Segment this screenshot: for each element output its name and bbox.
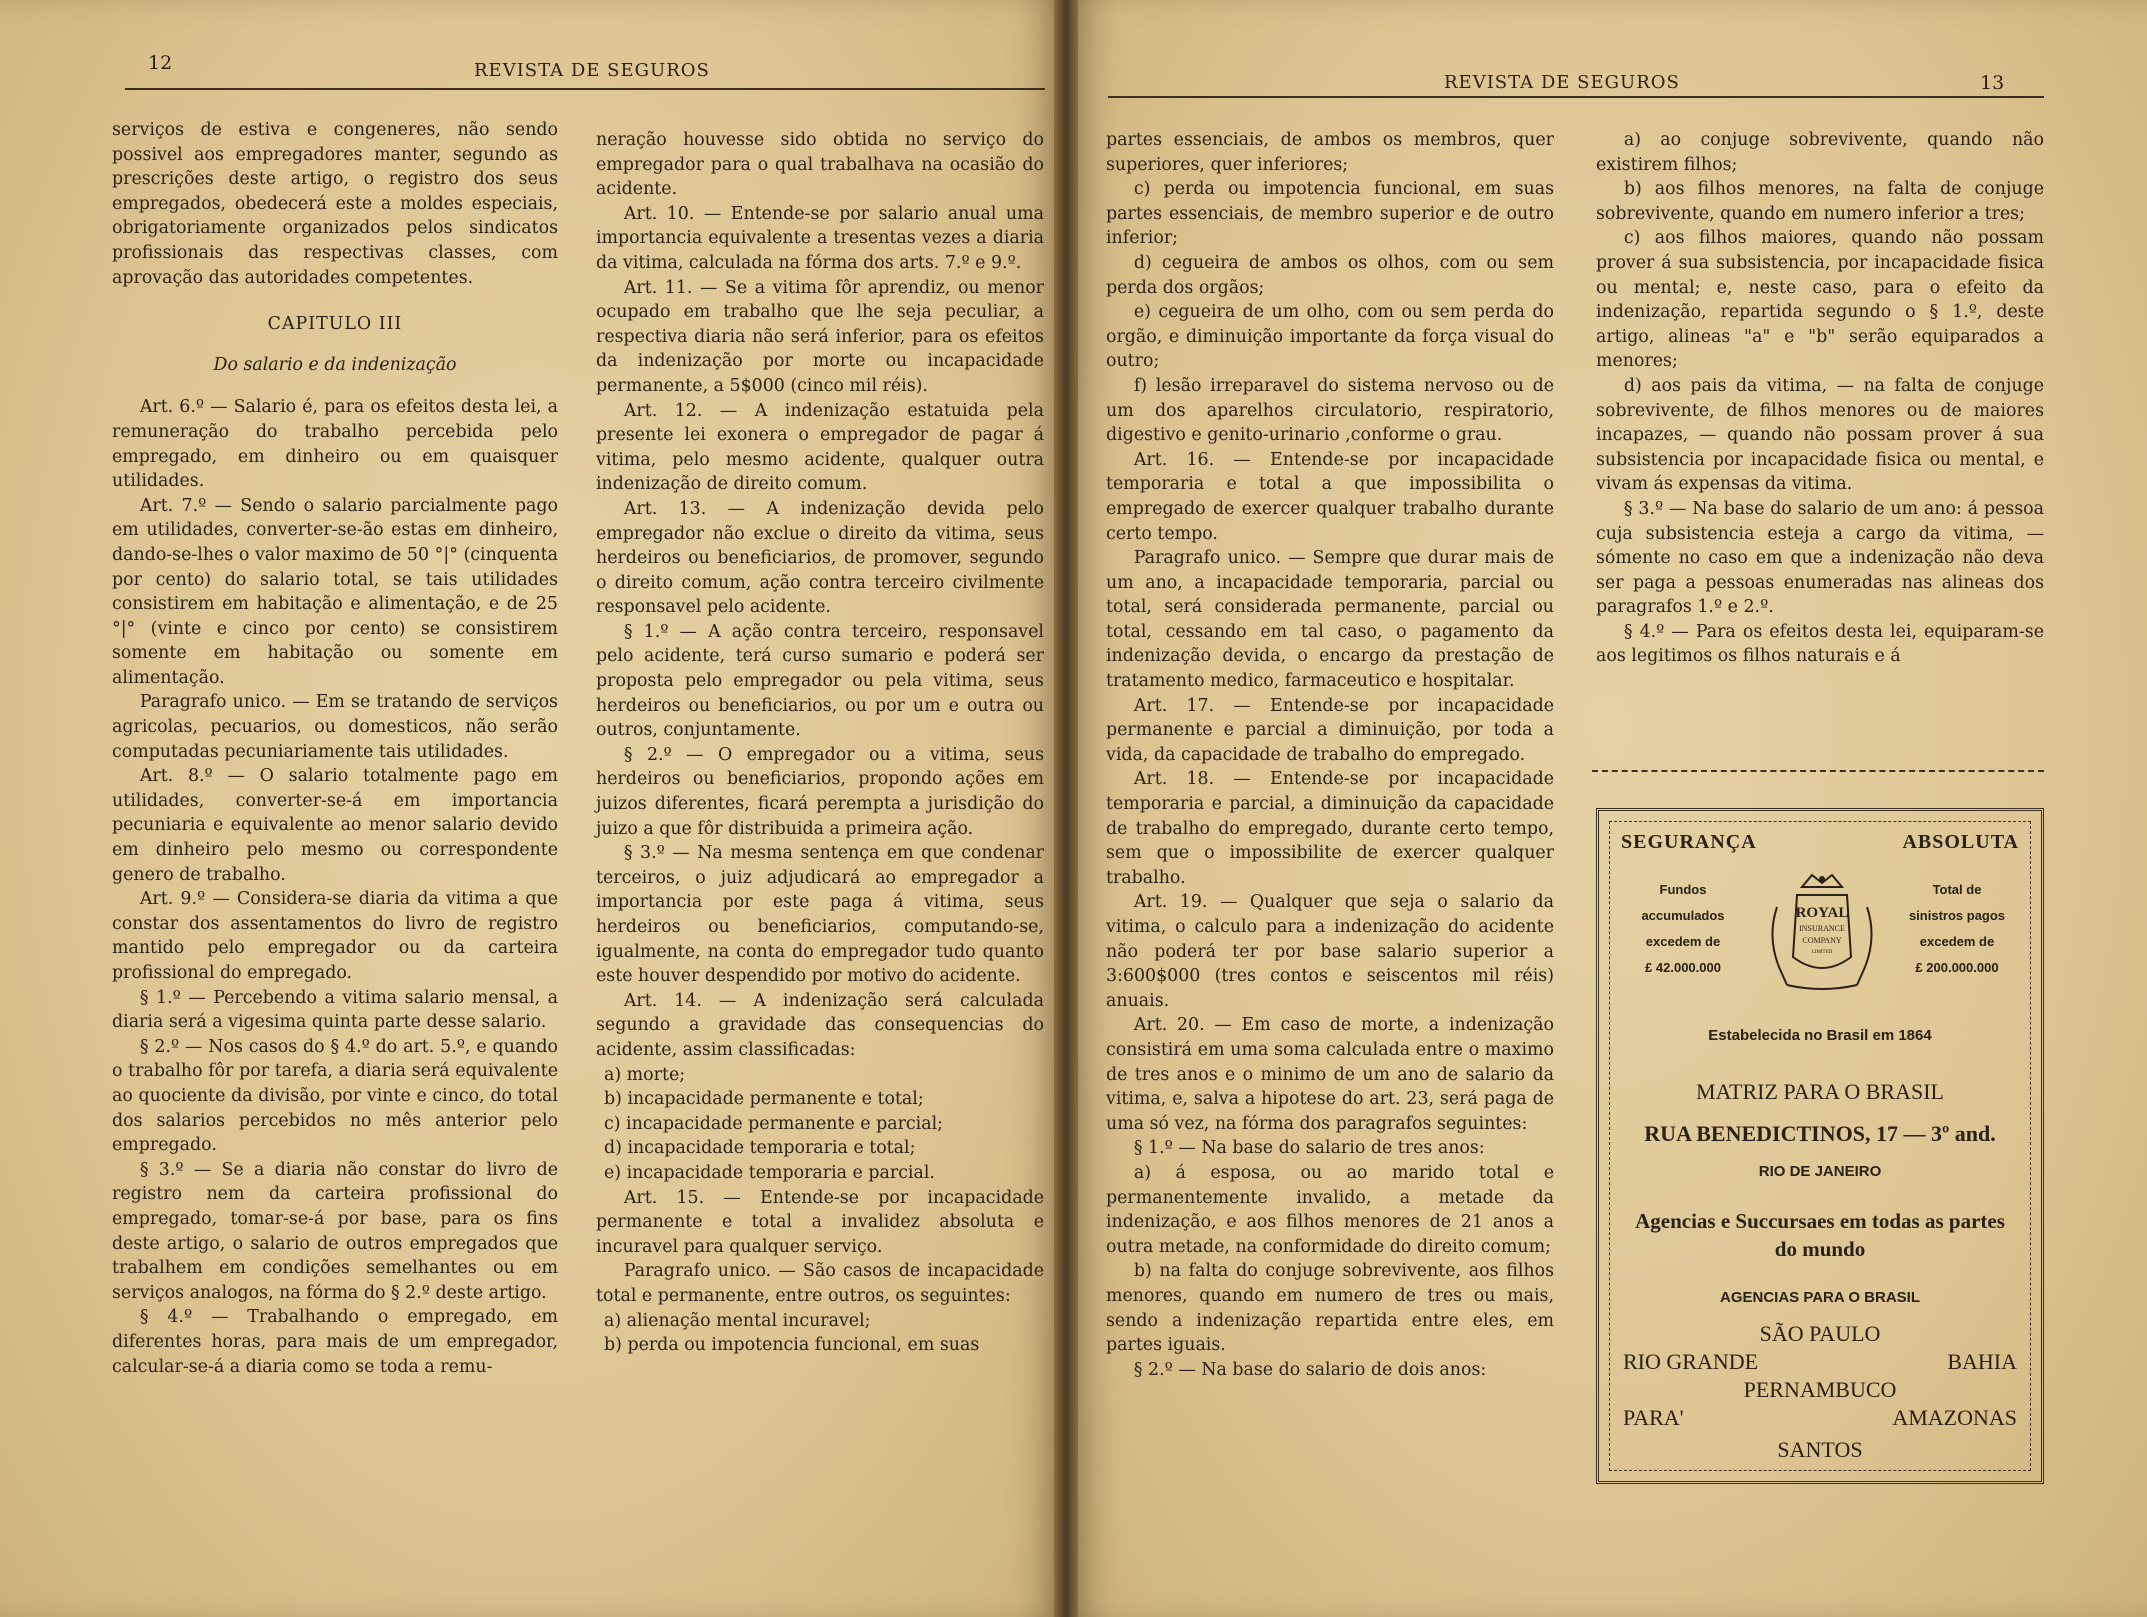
paragraph: f) lesão irreparavel do sistema nervoso ou de um dos aparelhos circulatorio, respiratorio, digestivo e genito-urinario ,conforme o grau.	[1106, 375, 1554, 446]
emblem-text: LIMITED	[1811, 950, 1833, 955]
list-item: b) perda ou impotencia funcional, em suas	[604, 1335, 980, 1356]
paragraph: § 4.º — Trabalhando o empregado, em diferentes horas, para mais de um empregador, calcular-se-á a diaria como se toda a remu-	[112, 1307, 558, 1377]
paragraph: § 3.º — Se a diaria não constar do livro de registro nem da carteira profissional do empregado, tomar-se-á por base, para os fins deste artigo, o salario de outros empregados que trabalhem em condições semelhantes ou em serviços analogos, na fórma do § 2.º deste artigo.	[112, 1159, 558, 1303]
paragraph: neração houvesse sido obtida no serviço do empregador para o qual trabalhava na ocasião do acidente.	[596, 130, 1044, 200]
ad-city: RIO DE JANEIRO	[1758, 1163, 1882, 1180]
emblem-text: INSURANCE	[1799, 924, 1845, 933]
ad-address: RUA BENEDICTINOS, 17 — 3º and.	[1644, 1121, 1996, 1146]
paragraph: e) cegueira de um olho, com ou sem perda do orgão, e diminuição importante da força visual do outro;	[1106, 302, 1554, 372]
paragraph: § 2.º — Na base do salario de dois anos:	[1133, 1359, 1487, 1380]
book-gutter	[1054, 0, 1078, 1617]
paragraph: Art. 14. — A indenização será calculada segundo a gravidade das consequencias do acidente, assim classificadas:	[596, 990, 1044, 1060]
ad-right-line: £ 200.000.000	[1915, 960, 1999, 975]
ad-city-item: RIO GRANDE	[1623, 1349, 1759, 1374]
emblem-text: COMPANY	[1802, 936, 1842, 945]
ad-agencies-header: AGENCIAS PARA O BRASIL	[1719, 1289, 1920, 1306]
header-rule-left	[125, 88, 1045, 90]
ad-left-line: excedem de	[1645, 934, 1721, 949]
left-column-1	[112, 118, 558, 1379]
paragraph: Art. 19. — Qualquer que seja o salario da vitima, o calculo para a indenização do acidente não poderá ter por base salario superior a 3:600$000 (tres contos e seiscentos mil réis) anuais.	[1106, 892, 1554, 1011]
right-column-1	[1106, 128, 1554, 1382]
paragraph: § 1.º — A ação contra terceiro, responsavel pelo acidente, terá curso sumario e poderá ser proposta pelo empregador ou pela vitima, seus herdeiros ou beneficiarios, ou por um e outra ou outros, conjuntamente.	[596, 621, 1044, 741]
column-separator	[1592, 770, 2044, 772]
paragraph: b) na falta do conjuge sobrevivente, aos filhos menores, quando em numero de tres ou mais, sendo a indenização repartida entre eles, em partes iguais.	[1106, 1261, 1554, 1356]
header-rule-right	[1108, 96, 2044, 98]
paragraph: Art. 18. — Entende-se por incapacidade temporaria e parcial, a diminuição da capacidade de trabalho do empregado, durante certo tempo, sem que o impossibilite de exercer qualquer trabalho.	[1106, 769, 1554, 888]
emblem-text: ROYAL	[1795, 905, 1849, 921]
ad-left-line: Fundos	[1659, 882, 1707, 897]
ad-right-stats	[1887, 877, 2027, 981]
left-column-2	[596, 128, 1044, 1358]
paragraph: c) perda ou impotencia funcional, em suas partes essenciais, de membro superior e de outro inferior;	[1106, 179, 1554, 249]
paragraph: a) ao conjuge sobrevivente, quando não existirem filhos;	[1596, 130, 2044, 175]
paragraph: Art. 6.º — Salario é, para os efeitos desta lei, a remuneração do trabalho percebida pelo empregado, em dinheiro ou em quaisquer utilidades.	[112, 397, 558, 492]
chapter-subtitle: Do salario e da indenização	[213, 354, 457, 375]
ad-left-line: accumulados	[1641, 908, 1725, 923]
page-number-left: 12	[148, 52, 173, 74]
paragraph: Art. 12. — A indenização estatuida pela presente lei exonera o empregador de pagar á vitima, pelo mesmo acidente, qualquer outra indenização de direito comum.	[596, 400, 1044, 495]
paragraph: Art. 11. — Se a vitima fôr aprendiz, ou menor ocupado em trabalho que lhe seja peculiar, a respectiva diaria não será inferior, para os efeitos da indenização por morte ou incapacidade permanente, a 5$000 (cinco mil réis).	[596, 277, 1044, 396]
ad-right-line: excedem de	[1919, 934, 1995, 949]
ad-title-right: ABSOLUTA	[1902, 831, 2019, 853]
ad-established: Estabelecida no Brasil em 1864	[1708, 1027, 1932, 1044]
paragraph: § 2.º — Nos casos do § 4.º do art. 5.º, e quando o trabalho fôr por tarefa, a diaria será equivalente ao quociente da divisão, por vinte e cinco, do total dos salarios percebidos no mês anterior pelo empregado.	[112, 1036, 558, 1156]
paragraph: § 3.º — Na mesma sentença em que condenar terceiros, o juiz adjudicará ao empregador a importancia por este paga á vitima, seus herdeiros ou beneficiarios, computando-se, igualmente, na conta do empregador tudo quanto este houver despendido por motivo do acidente.	[596, 843, 1044, 987]
ad-title-left: SEGURANÇA	[1621, 831, 1757, 853]
list-item: e) incapacidade temporaria e parcial.	[604, 1162, 935, 1183]
paragraph: Paragrafo unico. — Em se tratando de serviços agricolas, pecuarios, ou domesticos, não serão computadas pecuniariamente tais utilidades.	[112, 692, 558, 762]
paragraph: Art. 9.º — Considera-se diaria da vitima a que constar dos assentamentos do livro de registro mantido pelo empregador ou da carteira profissional do empregado.	[112, 889, 558, 983]
paragraph: serviços de estiva e congeneres, não sendo possivel aos empregadores manter, segundo as prescrições deste artigo, o registro dos seus empregados, obedecerá este a moldes especiais, obrigatoriamente organizados pelos sindicatos profissionais das respectivas classes, com aprovação das autoridades competentes.	[112, 120, 558, 288]
list-item: a) alienação mental incuravel;	[604, 1310, 871, 1331]
ad-right-line: sinistros pagos	[1908, 908, 2006, 923]
paragraph: Paragrafo unico. — São casos de incapacidade total e permanente, entre outros, os seguintes:	[596, 1261, 1044, 1306]
paragraph: b) aos filhos menores, na falta de conjuge sobrevivente, quando em numero inferior a tres;	[1596, 179, 2044, 224]
ad-city-item: PARA'	[1623, 1405, 1684, 1430]
paragraph: § 2.º — O empregador ou a vitima, seus herdeiros ou beneficiarios, propondo ações em juizos diferentes, ficará perempta a jurisdição do juizo a que fôr distribuida a primeira ação.	[596, 744, 1044, 839]
paragraph: Art. 15. — Entende-se por incapacidade permanente e total a invalidez absoluta e incuravel para qualquer serviço.	[596, 1187, 1044, 1257]
ad-right-line: Total de	[1932, 882, 1982, 897]
ad-left-line: £ 42.000.000	[1645, 960, 1721, 975]
paragraph: § 1.º — Na base do salario de tres anos:	[1133, 1138, 1485, 1159]
ad-city-item: AMAZONAS	[1892, 1405, 2017, 1430]
paragraph: Paragrafo unico. — Sempre que durar mais de um ano, a incapacidade temporaria, parcial ou total, será considerada permanente, parcial ou total, cessando em tal caso, o pagamento da indenização devida, o encargo da prestação de tratamento medico, farmaceutico e hospitalar.	[1106, 548, 1554, 692]
running-head-right: REVISTA DE SEGUROS	[1444, 72, 1680, 93]
ad-city-item: SANTOS	[1777, 1437, 1863, 1462]
paragraph: partes essenciais, de ambos os membros, quer superiores, quer inferiores;	[1106, 130, 1554, 175]
paragraph: Art. 8.º — O salario totalmente pago em utilidades, converter-se-á em importancia pecuniaria e equivalente ao menor salario devido em dinheiro pelo mesmo ou correspondente genero de trabalho.	[112, 766, 558, 885]
paragraph: Art. 10. — Entende-se por salario anual uma importancia equivalente a tresentas vezes a diaria da vitima, calculada na fórma dos arts. 7.º e 9.º.	[596, 203, 1044, 273]
paragraph: § 1.º — Percebendo a vitima salario mensal, a diaria será a vigesima quinta parte desse salario.	[112, 987, 558, 1033]
paragraph: § 4.º — Para os efeitos desta lei, equiparam-se aos legitimos os filhos naturais e á	[1596, 621, 2044, 667]
paragraph: Art. 13. — A indenização devida pelo empregador não exclue o direito da vitima, seus herdeiros ou beneficiarios, de promover, segundo o direito comum, ação contra terceiro civilmente responsavel pelo acidente.	[596, 498, 1044, 618]
ad-headquarters: MATRIZ PARA O BRASIL	[1696, 1079, 1944, 1104]
paragraph: Art. 7.º — Sendo o salario parcialmente pago em utilidades, converter-se-ão estas em dinheiro, dando-se-lhes o valor maximo de 50 °|° (cinquenta por cento) do salario total, se tais utilidades consistirem em habitação e alimentação, e de 25 °|° (vinte e cinco por cento) se consistirem somente em habitação ou somente em alimentação.	[112, 495, 558, 688]
paragraph: Art. 20. — Em caso de morte, a indenização consistirá em uma soma calculada entre o maximo de tres anos e o minimo de um ano de salario da vitima, e, salva a hipotese do art. 23, será paga de uma só vez, na fórma dos paragrafos seguintes:	[1106, 1015, 1554, 1134]
ad-city-item: BAHIA	[1947, 1349, 2017, 1374]
royal-insurance-emblem-icon	[1757, 867, 1887, 997]
ad-agencies-text: Agencias e Succursaes em todas as partes do mundo	[1635, 1209, 2005, 1261]
ad-city-item: PERNAMBUCO	[1743, 1377, 1897, 1402]
list-item: b) incapacidade permanente e total;	[604, 1089, 924, 1110]
page-number-right: 13	[1980, 72, 2005, 94]
paragraph: c) aos filhos maiores, quando não possam prover á sua subsistencia, por incapacidade fisica ou mental; e, neste caso, para o efeito da indenização, repartida segundo o § 1.º, deste artigo, alineas "a" e "b" serão equiparados a menores;	[1596, 228, 2044, 372]
chapter-heading: CAPITULO III	[267, 314, 403, 335]
ad-city-item: SÃO PAULO	[1759, 1321, 1881, 1346]
paragraph: d) aos pais da vitima, — na falta de conjuge sobrevivente, de filhos menores ou de maiores incapazes, — quando não possam prover á sua subsistencia por incapacidade fisica ou mental, e vivam ás expensas da vitima.	[1596, 375, 2044, 495]
list-item: c) incapacidade permanente e parcial;	[604, 1113, 943, 1134]
list-item: a) morte;	[604, 1064, 686, 1085]
royal-insurance-advertisement	[1596, 808, 2044, 1484]
paragraph: a) á esposa, ou ao marido total e permanentemente invalido, a metade da indenização, e aos filhos menores de 21 anos a outra metade, na conformidade do direito comum;	[1106, 1162, 1554, 1257]
paragraph: Art. 17. — Entende-se por incapacidade permanente e parcial a diminuição, por toda a vida, da capacidade de trabalho do empregado.	[1106, 695, 1554, 765]
paragraph: Art. 16. — Entende-se por incapacidade temporaria e total a que impossibilita o empregado de exercer qualquer trabalho durante certo tempo.	[1106, 449, 1554, 544]
paragraph: d) cegueira de ambos os olhos, com ou sem perda dos orgãos;	[1106, 252, 1554, 298]
running-head-left: REVISTA DE SEGUROS	[474, 60, 710, 81]
paragraph: § 3.º — Na base do salario de um ano: á pessoa cuja subsistencia esteja a cargo da vitima, — sómente no caso em que a indenização não deva ser paga a pessoas enumeradas nas alineas dos paragrafos 1.º e 2.º.	[1596, 498, 2044, 618]
right-column-2	[1596, 128, 2044, 669]
list-item: d) incapacidade temporaria e total;	[604, 1138, 916, 1159]
ad-left-stats	[1613, 877, 1753, 981]
